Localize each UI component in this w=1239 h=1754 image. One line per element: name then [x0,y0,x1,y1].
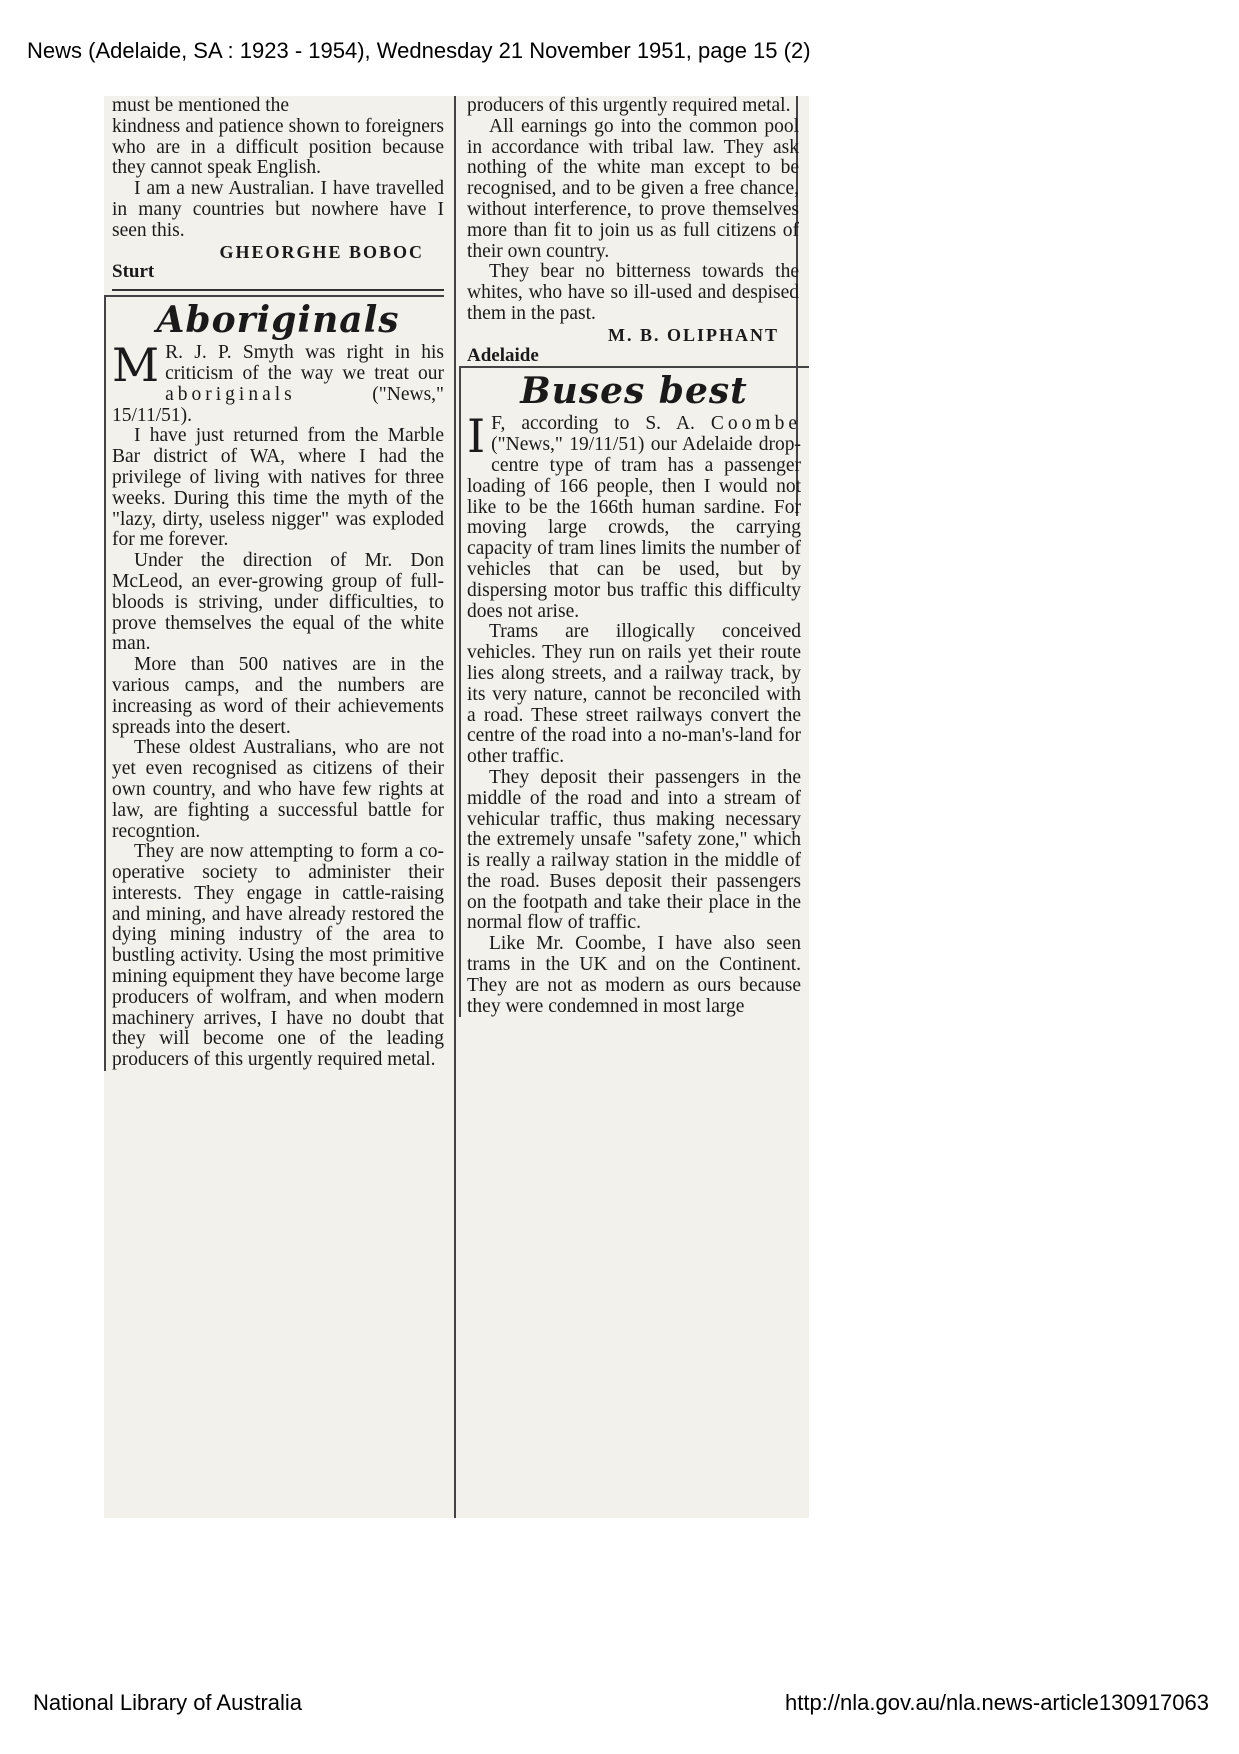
letter-paragraph: kindness and patience shown to foreigners who are in a difficult position because they cannot speak English. [112,115,444,179]
buses-article [459,366,809,1017]
aboriginals-continued: All earnings go into the common pool in accordance with tribal law. They ask nothing of the white man except to be recognised, and to be given a free chance, without interference, to prove themselves more than fit to join us as full citizens of their own country. [467,115,799,262]
aboriginals-lead-spaced: aboriginals [165,383,296,405]
aboriginals-lead [112,338,444,426]
buses-lead [467,409,801,622]
aboriginals-paragraph: More than 500 natives are in the various camps, and the numbers are increasing as word of their achievements spreads into the desert. [112,654,444,738]
section-divider [112,289,444,291]
aboriginals-place: Adelaide [467,344,539,366]
aboriginals-paragraph: These oldest Australians, who are not yet even recognised as citizens of their own country, and who have few rights at law, are fighting a successful battle for recogntion. [112,737,444,842]
buses-headline: Buses best [520,370,748,413]
right-column [467,96,799,1017]
column-divider [454,96,456,1518]
footer-url[interactable]: http://nla.gov.au/nla.news-article130917063 [785,1690,1209,1715]
footer-library: National Library of Australia [33,1690,303,1715]
buses-paragraph: They deposit their passengers in the middle of the road and into a stream of vehicular traffic, thus making necessary the extremely unsafe "safety zone," which is really a railway station in the middle of the road. Buses deposit their passengers on the footpath and take their place in the normal flow of traffic. [467,766,801,934]
buses-paragraph: Like Mr. Coombe, I have also seen trams in the UK and on the Continent. They are not as modern as ours because they were condemned in most large [467,933,801,1017]
aboriginals-signature: M. B. OLIPHANT [607,324,779,345]
aboriginals-dropcap: M [112,338,160,393]
left-column [112,96,444,1071]
aboriginals-paragraph: Under the direction of Mr. Don McLeod, an ever-growing group of full-bloods is striving, under difficulties, to prove themselves the equal of the white man. [112,550,444,655]
page-caption: News (Adelaide, SA : 1923 - 1954), Wednesday 21 November 1951, page 15 (2) [27,38,811,63]
buses-lead-spaced: Coombe [710,413,801,435]
aboriginals-lead-text: R. J. P. Smyth was right in his criticism of the way we treat our [165,342,444,384]
buses-lead-ref: ("News," 19/11/51) our Adelaide drop-centre type of tram has a passenger loading of 166 people, then I would not like to be the 166th human sardine. For moving large crowds, the carrying capacity of tram lines limits the number of vehicles that can be used, but by dispersing motor bus traffic this difficulty does not arise. [467,434,801,622]
aboriginals-lead-ref: ("News," 15/11/51). [112,383,444,426]
aboriginals-continued: producers of this urgently required metal. [467,96,791,116]
buses-paragraph: Trams are illogically conceived vehicles. They run on rails yet their route lies along streets, and a railway track, by its very nature, cannot be reconciled with a road. These street railways convert the centre of the road into a no-man's-land for other traffic. [467,621,801,768]
newspaper-clipping [104,96,809,1518]
aboriginals-paragraph: I have just returned from the Marble Bar district of WA, where I had the privilege of living with natives for three weeks. During this time the myth of the "lazy, dirty, useless nigger" was exploded for me forever. [112,425,444,551]
buses-dropcap: I [467,409,486,464]
aboriginals-headline: Aboriginals [156,299,400,342]
buses-lead-text: F, according to S. A. [491,413,695,435]
aboriginals-continued: They bear no bitterness towards the whites, who have so ill-used and despised them in the past. [467,261,799,324]
letter-place: Sturt [112,261,155,283]
letter-paragraph: I am a new Australian. I have travelled in many countries but nowhere have I seen this. [112,178,444,241]
letter-cut-line: must be mentioned the [112,96,290,116]
aboriginals-article [104,295,444,1071]
aboriginals-paragraph: They are now attempting to form a co-operative society to administer their interests. They engage in cattle-raising and mining, and have already restored the dying mining industry of the area to bustling activity. Using the most primitive mining equipment they have become large producers of wolfram, and when modern machinery arrives, I have no doubt that they will become one of the leading producers of this urgently required metal. [112,841,444,1071]
letter-signature: GHEORGHE BOBOC [219,241,424,262]
